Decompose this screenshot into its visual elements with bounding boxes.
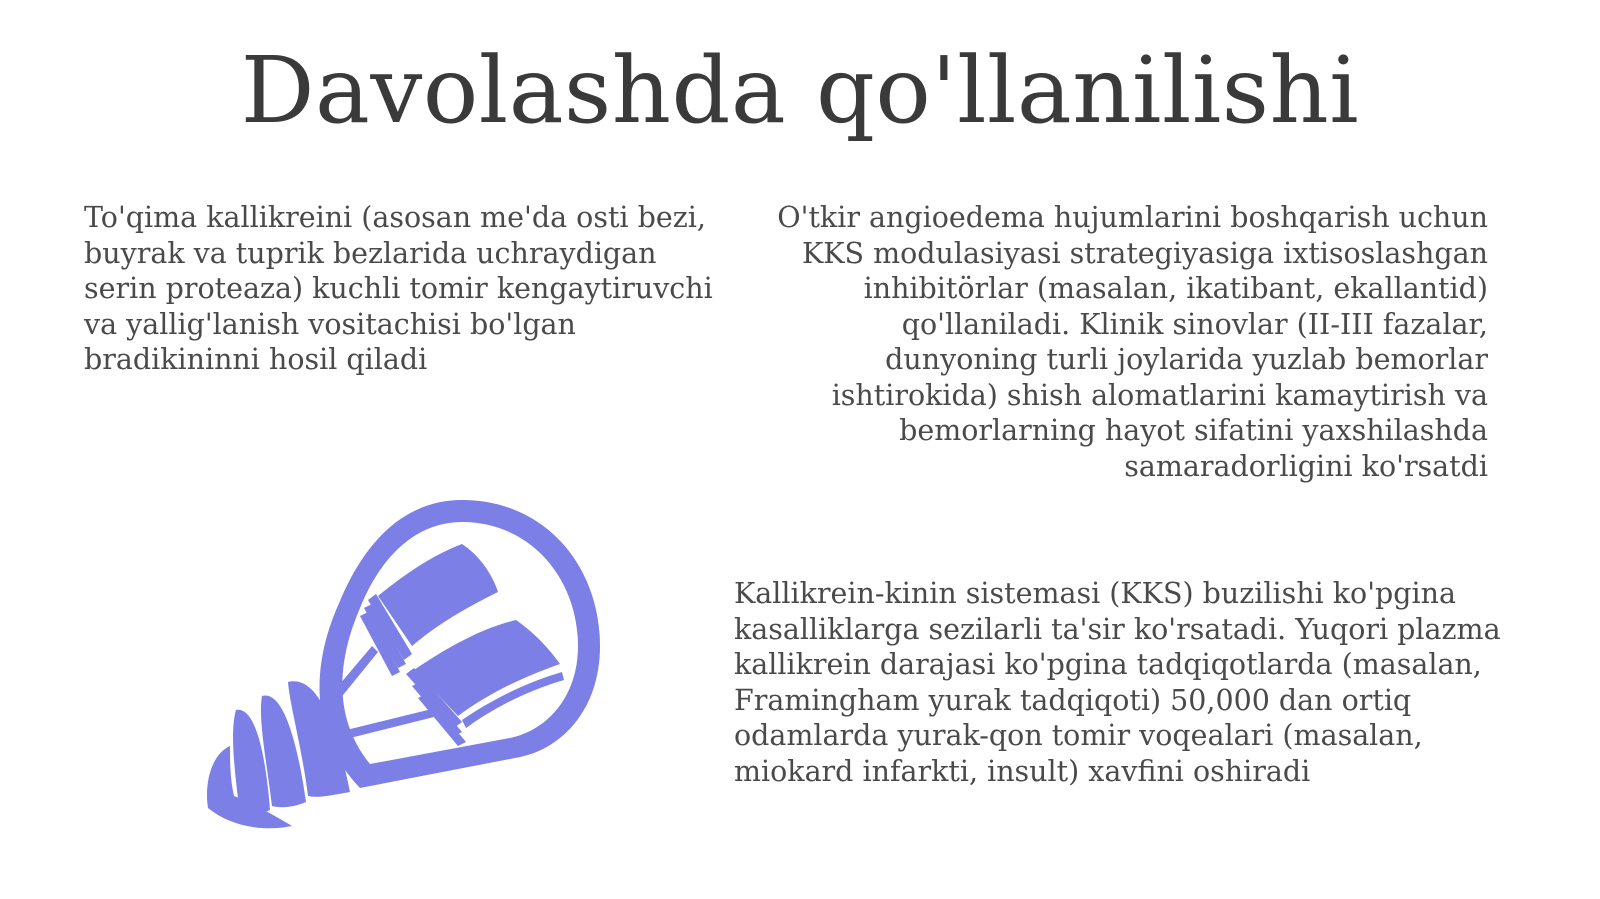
text-block-tissue-kallikrein: To'qima kallikreini (asosan me'da osti bezi, buyrak va tuprik bezlarida uchraydigan serin proteaza) kuchli tomir kengaytiruvchi va yallig'lanish vositachisi bo'lgan bradikininni hosil qiladi bbox=[84, 201, 713, 376]
text-block-kks-disorders: Kallikrein-kinin sistemasi (KKS) buzilishi ko'pgina kasalliklarga sezilarli ta'sir ko'rsatadi. Yuqori plazma kallikrein darajasi ko'pgina tadqiqotlarda (masalan, Framingham yurak tadqiqoti) 50,000 dan ortiq odamlarda yurak-qon tomir voqealari (masalan, miokard infarkti, insult) xavfini oshiradi bbox=[734, 577, 1501, 788]
slide-title: Davolashda qo'llanilishi bbox=[240, 37, 1360, 144]
text-block-angioedema-treatment: O'tkir angioedema hujumlarini boshqarish uchun KKS modulasiyasi strategiyasiga ixtisoslashgan inhibitörlar (masalan, ikatibant, ekallantid) qo'llaniladi. Klinik sinovlar (II-III fazalar, dunyoning turli joylarida yuzlab bemorlar ishtirokida) shish alomatlarini kamaytirish va bemorlarning hayot sifatini yaxshilashda samaradorligini ko'rsatdi bbox=[777, 201, 1488, 483]
lightbulb-book-icon bbox=[200, 496, 620, 856]
